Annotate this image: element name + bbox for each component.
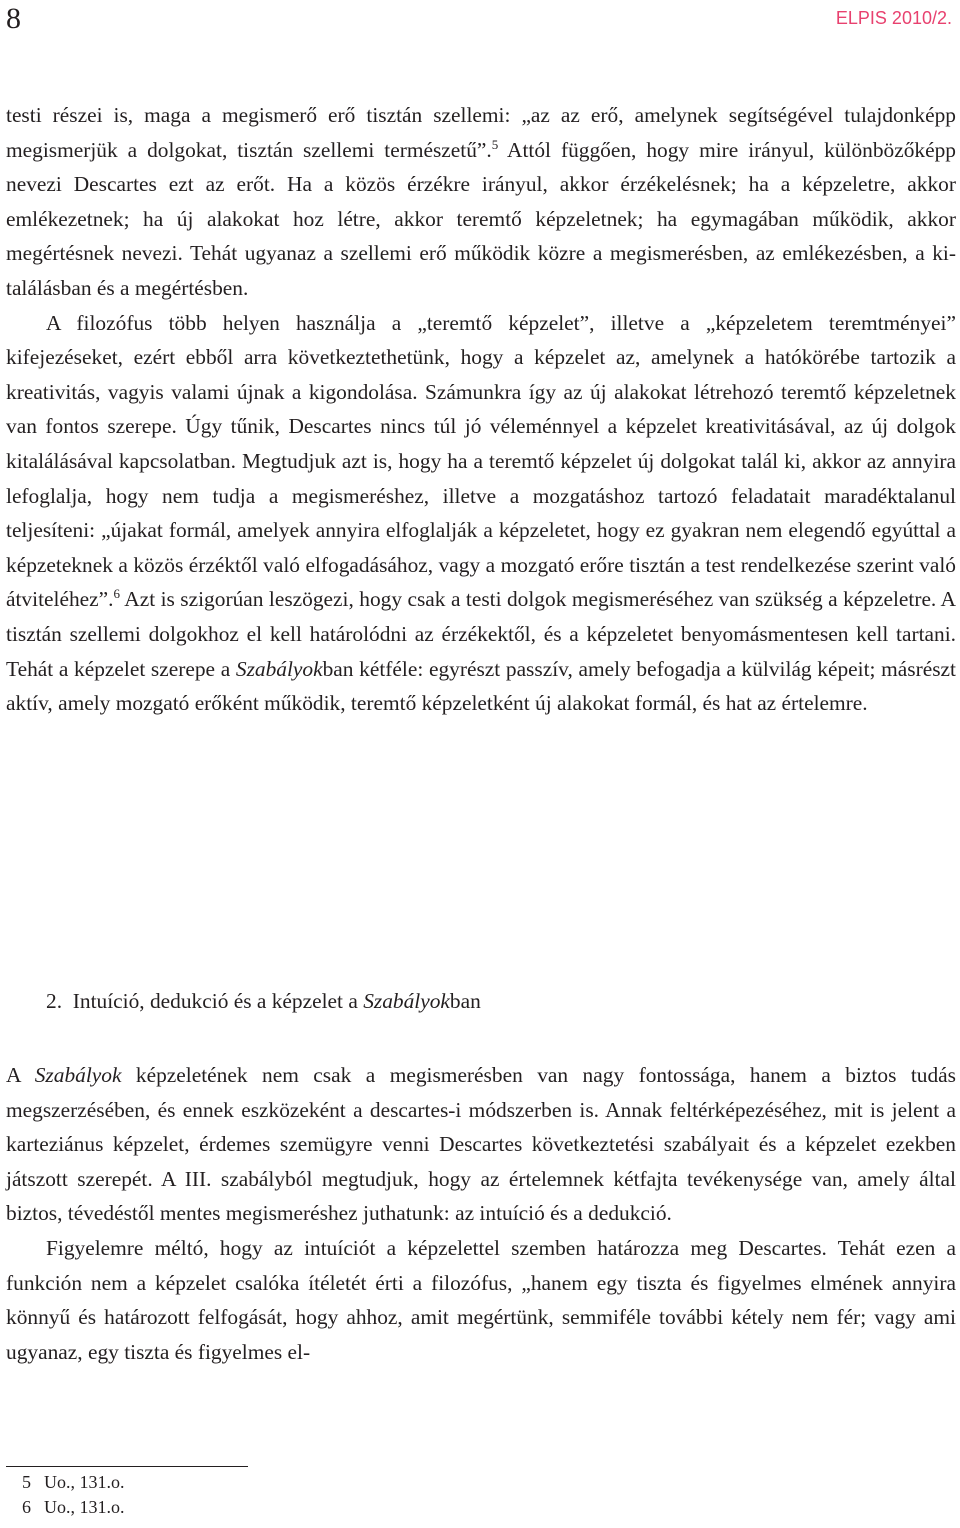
- heading-suffix: ban: [449, 989, 481, 1013]
- footnote-number: 6: [22, 1497, 31, 1517]
- footnote-text: Uo., 131.o.: [44, 1472, 125, 1492]
- paragraph: [6, 306, 956, 721]
- heading-number: 2.: [46, 989, 63, 1013]
- footnotes: [22, 1470, 125, 1520]
- text-run: A: [6, 1063, 35, 1087]
- paragraph: [6, 1058, 956, 1231]
- text-run: ban kétféle: egyrészt passzív, amely befogadja a külvilág képeit; másrészt aktív, amely mozgató erőként működik, teremtő képzeletként új alakokat formál, és hat az értelemre.: [6, 656, 956, 716]
- footnote-ref: 5: [491, 136, 499, 152]
- paragraph: [6, 98, 956, 306]
- footnote-number: 5: [22, 1472, 31, 1492]
- text-run: Azt is szigorúan leszögezi, hogy csak a testi dolgok megismeréséhez van szükség a képzeletre. A tisztán szellemi dolgokhoz el kell határolódni az érzékektől, és a képzeletet benyomásmentesen kell tartani. Tehát a képzelet szerepe a: [6, 587, 956, 681]
- text-run: Attól függően, hogy mire irányul, különbözőképp nevezi Descartes ezt az erőt. Ha a közös érzékre irányul, akkor érzékelésnek; ha a képzeletre, akkor emlékezetnek; ha új alakokat hoz létre, akkor teremtő képzeletnek; ha egymagában működik, akkor megértésnek nevezi. Tehát ugyanaz a szellemi erő működik közre a megismerésben, az emlékezésben, a kitalálásban és a megértésben.: [6, 137, 957, 300]
- italic-title: Szabályok: [235, 656, 323, 681]
- footnote-ref: 6: [113, 586, 120, 602]
- footnote-divider: [6, 1466, 248, 1467]
- heading-text: Intuíció, dedukció és a képzelet a: [72, 989, 364, 1013]
- section-heading: [46, 984, 481, 1018]
- text-run: Figyelemre méltó, hogy az intuíciót a képzelettel szemben határozza meg Descartes. Tehát ezen a funkción nem a képzelet csalóka ítéletét érti a filozófus, „hanem egy tiszta és figyelmes elmének annyira könnyű és határozott felfogását, hogy ahhoz, amit megértünk, semmiféle további kétely nem fér; vagy ami ugyanaz, egy tiszta és figyelmes el-: [6, 1235, 956, 1364]
- heading-italic: Szabályok: [363, 989, 450, 1013]
- page-number: 8: [6, 2, 21, 35]
- text-run: A filozófus több helyen használja a „teremtő képzelet”, illetve a „képzeletem teremtményei” kifejezéseket, ezért ebből arra következtethetünk, hogy a képzelet az, amelynek a hatókörébe tartozik a kreativitás, vagyis valami újnak a kigondolása. Számunkra így az új alakokat létrehozó teremtő képzeletnek van fontos szerepe. Úgy tűnik, Descartes nincs túl jó véleménnyel a képzelet kreativitásával, az új dolgok kitalálásával kapcsolatban. Megtudjuk azt is, hogy ha a teremtő képzelet új dolgokat talál ki, akkor az annyira lefoglalja, hogy nem tudja a megismeréshez, illetve a mozgatáshoz tartozó feladatait maradéktalanul teljesíteni: „újakat formál, amelyek annyira elfoglalják a képzeletet, hogy ez gyakran nem elegendő egyúttal a képzeteknek a közös érzéktől való elfogadásához, vagy a mozgató erőre tisztán a test rendelkezése szerint való átviteléhez”.: [6, 310, 956, 612]
- main-text-section-2: [6, 1058, 956, 1369]
- paragraph: [6, 1231, 956, 1369]
- italic-title: Szabályok: [34, 1063, 122, 1087]
- footnote: [22, 1495, 125, 1520]
- footnote-text: Uo., 131.o.: [44, 1497, 125, 1517]
- page-header: [0, 0, 960, 40]
- footnote: [22, 1470, 125, 1495]
- journal-title: ELPIS 2010/2.: [835, 8, 952, 28]
- text-run: képzeletének nem csak a megismerésben van nagy fontossága, hanem a biztos tudás megszerzésében, és ennek eszközeként a descartes-i módszerben is. Annak feltérképezéséhez, mit is jelent a karteziánus képzelet, érdemes szemügyre venni Descartes következtetési szabályait és a képzelet ezekben játszott szerepét. A III. szabályból megtudjuk, hogy az értelemnek kétfajta tevékenysége van, amely által biztos, tévedéstől mentes megismeréshez juthatunk: az intuíció és a dedukció.: [6, 1063, 956, 1226]
- text-run: testi részei is, maga a megismerő erő tisztán szellemi: „az az erő, amelynek segítségével tulajdonképp megismerjük a dolgokat, tisztán szellemi természetű”.: [6, 103, 956, 162]
- main-text-section-1: [6, 98, 956, 721]
